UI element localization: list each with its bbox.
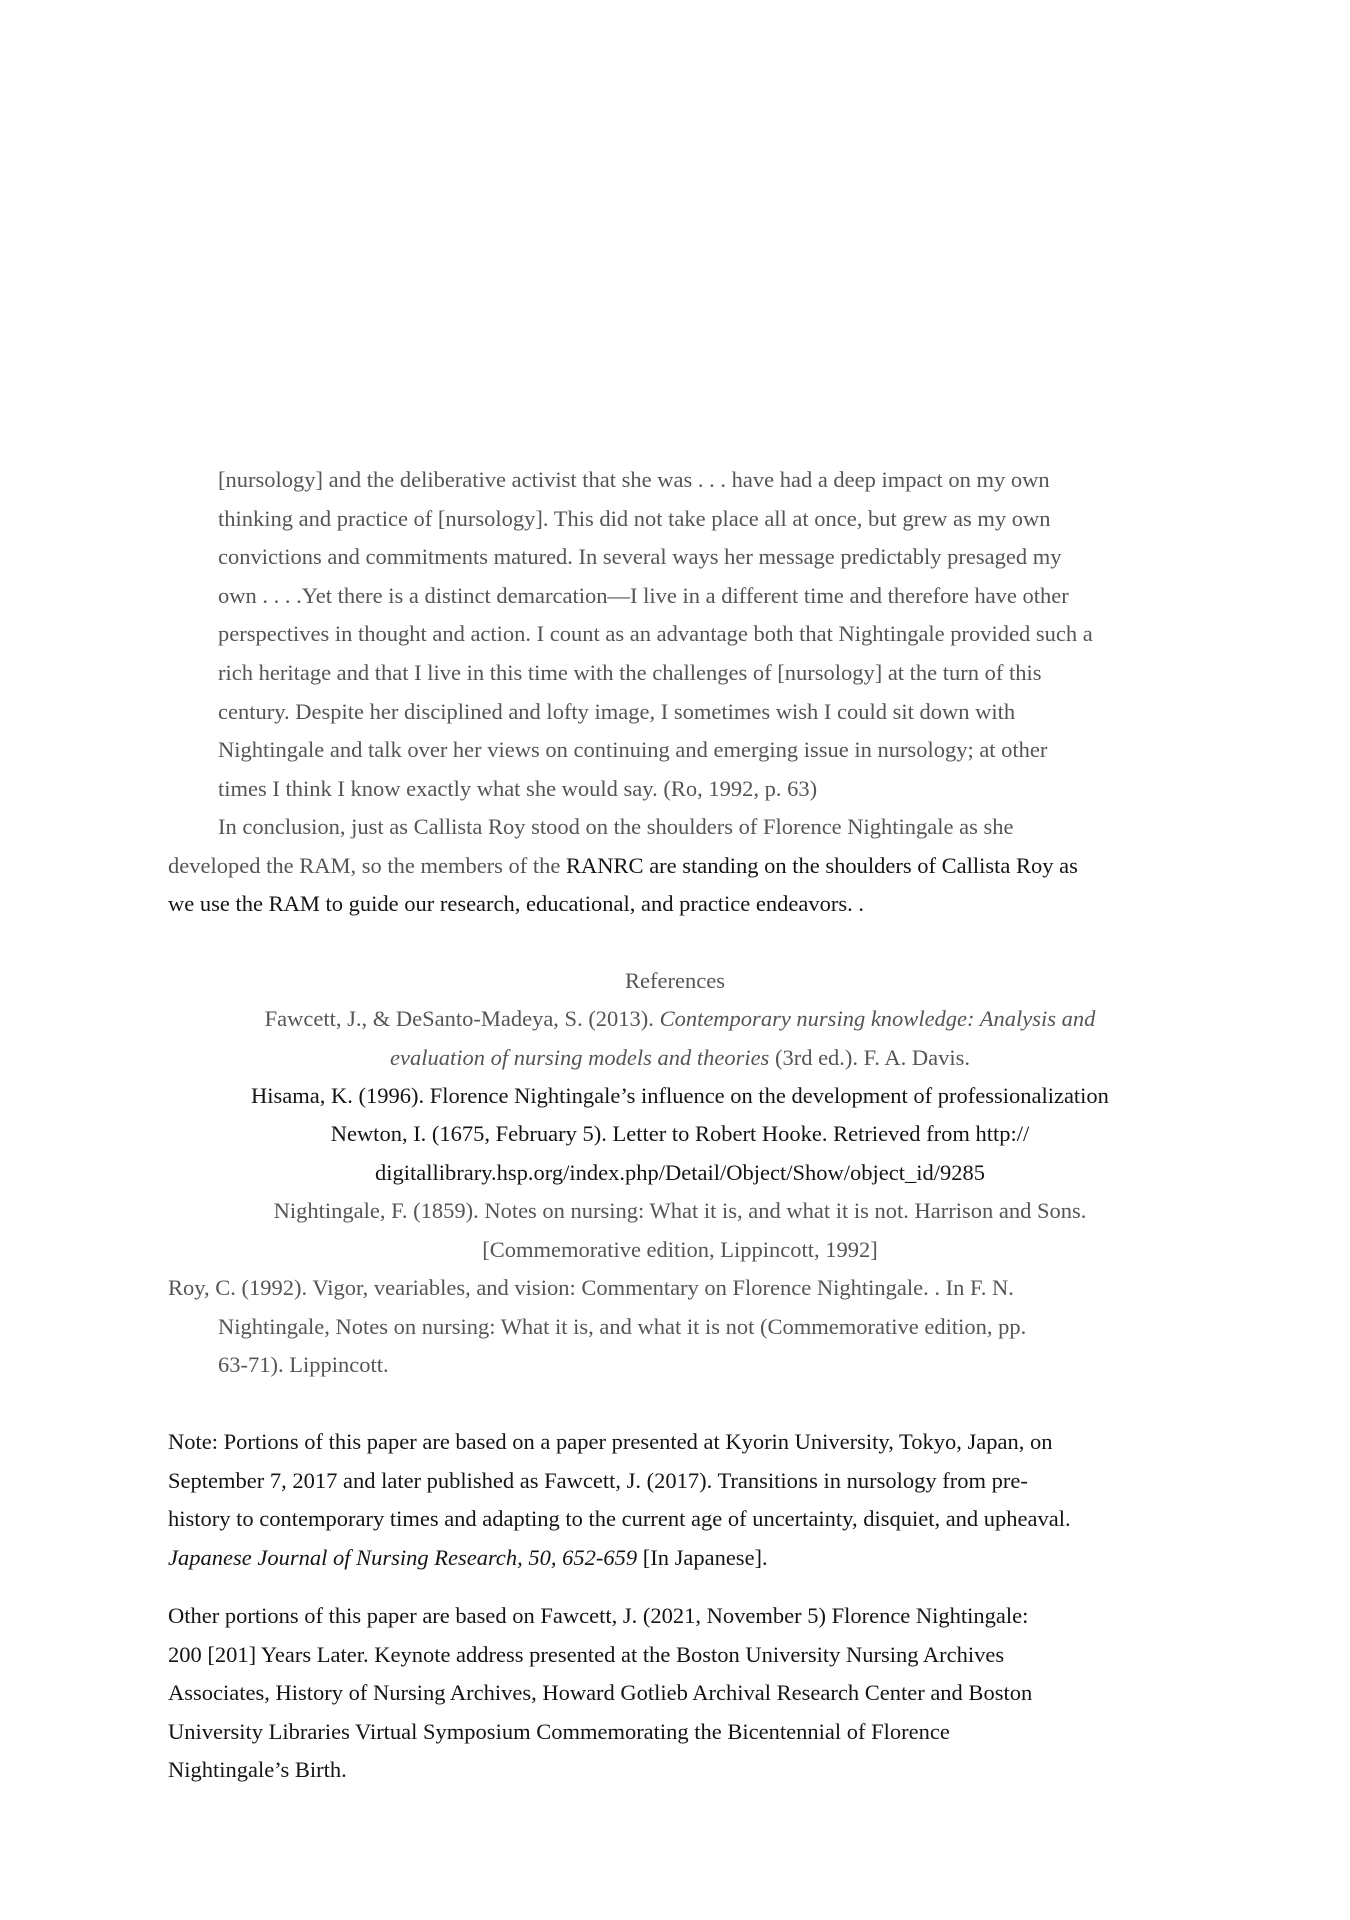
reference-line: Newton, I. (1675, February 5). Letter to Robert Hooke. Retrieved from http://: [330, 1121, 1030, 1146]
block-quote: [218, 461, 1208, 808]
other-portions-paragraph: [168, 1597, 1228, 1790]
reference-url: digitallibrary.hsp.org/index.php/Detail/Object/Show/object_id/9285: [375, 1159, 985, 1185]
conclusion-paragraph: [168, 808, 1208, 924]
reference-line: [0, 1000, 1350, 1039]
note-line: September 7, 2017 and later published as Fawcett, J. (2017). Transitions in nursology from pre-: [168, 1467, 1028, 1493]
journal-title-italic: Japanese Journal of Nursing Research, 50, 652-659: [168, 1544, 638, 1570]
block-quote-line: rich heritage and that I live in this time with the challenges of [nursology] at the turn of this: [218, 659, 1042, 685]
reference-nightingale: [0, 1192, 1350, 1269]
block-quote-line: Nightingale and talk over her views on continuing and emerging issue in nursology; at other: [218, 737, 1048, 763]
note-paragraph: [168, 1423, 1228, 1577]
reference-newton: [0, 1115, 1350, 1192]
reference-line: Nightingale, F. (1859). Notes on nursing: What it is, and what it is not. Harrison and Sons.: [273, 1198, 1087, 1223]
reference-fawcett: [0, 1000, 1350, 1077]
block-quote-line: own . . . .Yet there is a distinct demarcation—I live in a different time and therefore have other: [218, 582, 1069, 608]
reference-roy: [168, 1269, 1208, 1385]
reference-line: [Commemorative edition, Lippincott, 1992]: [482, 1236, 878, 1262]
block-quote-line: thinking and practice of [nursology]. This did not take place all at once, but grew as my own: [218, 505, 1051, 531]
conclusion-line: we use the RAM to guide our research, educational, and practice endeavors. .: [168, 891, 864, 917]
reference-title-italic: Contemporary nursing knowledge: Analysis and: [659, 1006, 1096, 1031]
reference-title-italic: evaluation of nursing models and theories: [389, 1044, 770, 1070]
note-line: history to contemporary times and adapting to the current age of uncertainty, disquiet, and upheaval.: [168, 1506, 1071, 1532]
references-heading: References: [625, 968, 725, 993]
other-portions-line: University Libraries Virtual Symposium Commemorating the Bicentennial of Florence: [168, 1718, 950, 1744]
other-portions-line: 200 [201] Years Later. Keynote address presented at the Boston University Nursing Archives: [168, 1641, 1005, 1667]
reference-line: Roy, C. (1992). Vigor, veariables, and vision: Commentary on Florence Nightingale. . In F. N.: [168, 1275, 1014, 1300]
conclusion-text-dark: RANRC are standing on the shoulders of Callista Roy as: [566, 852, 1078, 878]
note-text: [In Japanese].: [637, 1544, 768, 1570]
conclusion-line: In conclusion, just as Callista Roy stood on the shoulders of Florence Nightingale as she: [218, 814, 1014, 839]
block-quote-line: [nursology] and the deliberative activist that she was . . . have had a deep impact on my own: [218, 467, 1050, 492]
block-quote-line: convictions and commitments matured. In several ways her message predictably presaged my: [218, 544, 1062, 570]
block-quote-line: times I think I know exactly what she would say. (Ro, 1992, p. 63): [218, 775, 818, 801]
reference-hisama: [0, 1077, 1350, 1116]
reference-text: Fawcett, J., & DeSanto-Madeya, S. (2013).: [264, 1006, 660, 1031]
other-portions-line: Other portions of this paper are based on Fawcett, J. (2021, November 5) Florence Nightingale:: [168, 1603, 1029, 1628]
reference-text: (3rd ed.). F. A. Davis.: [769, 1044, 971, 1070]
reference-line: Hisama, K. (1996). Florence Nightingale’s influence on the development of professionalization: [251, 1083, 1109, 1108]
block-quote-line: century. Despite her disciplined and lofty image, I sometimes wish I could sit down with: [218, 698, 1016, 724]
reference-line: [0, 1039, 1350, 1078]
conclusion-text-gray: developed the RAM, so the members of the: [168, 852, 567, 878]
note-line: Note: Portions of this paper are based on a paper presented at Kyorin University, Tokyo, Japan, on: [168, 1429, 1053, 1454]
reference-line: Nightingale, Notes on nursing: What it is, and what it is not (Commemorative edition, pp.: [218, 1313, 1027, 1339]
note-line: [168, 1539, 1228, 1578]
conclusion-line: [168, 847, 1208, 886]
other-portions-line: Nightingale’s Birth.: [168, 1757, 347, 1783]
reference-line: 63-71). Lippincott.: [218, 1352, 389, 1378]
other-portions-line: Associates, History of Nursing Archives, Howard Gotlieb Archival Research Center and Boston: [168, 1680, 1033, 1706]
block-quote-line: perspectives in thought and action. I count as an advantage both that Nightingale provided such a: [218, 621, 1093, 647]
